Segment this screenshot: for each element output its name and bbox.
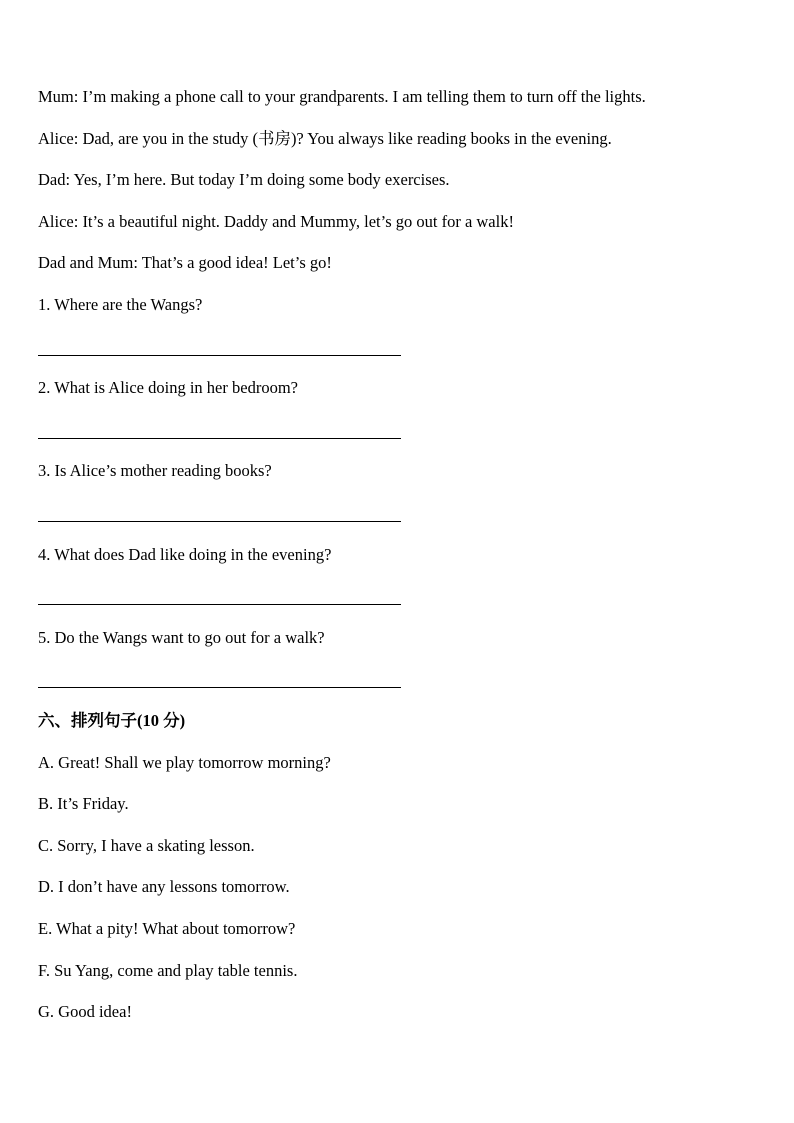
sentence-f: F. Su Yang, come and play table tennis. [38,961,298,980]
answer-line-4[interactable] [38,604,401,605]
answer-line-5[interactable] [38,687,401,688]
answer-line-1[interactable] [38,355,401,356]
question-3: 3. Is Alice’s mother reading books? [38,461,272,480]
question-2: 2. What is Alice doing in her bedroom? [38,378,298,397]
sentence-c: C. Sorry, I have a skating lesson. [38,836,255,855]
dialogue-line-alice-study: Alice: Dad, are you in the study (书房)? You always like reading books in the evening. [38,129,612,148]
question-4: 4. What does Dad like doing in the evening? [38,545,332,564]
dialogue-line-alice-walk: Alice: It’s a beautiful night. Daddy and Mummy, let’s go out for a walk! [38,212,514,231]
answer-line-2[interactable] [38,438,401,439]
answer-line-3[interactable] [38,521,401,522]
sentence-b: B. It’s Friday. [38,794,129,813]
dialogue-line-dad-and-mum: Dad and Mum: That’s a good idea! Let’s go! [38,253,332,272]
dialogue-line-dad: Dad: Yes, I’m here. But today I’m doing some body exercises. [38,170,450,189]
sentence-a: A. Great! Shall we play tomorrow morning? [38,753,331,772]
question-5: 5. Do the Wangs want to go out for a walk? [38,628,325,647]
sentence-d: D. I don’t have any lessons tomorrow. [38,877,290,896]
sentence-g: G. Good idea! [38,1002,132,1021]
sentence-e: E. What a pity! What about tomorrow? [38,919,296,938]
section-6-title: 六、排列句子(10 分) [38,711,186,730]
dialogue-line-mum: Mum: I’m making a phone call to your grandparents. I am telling them to turn off the lights. [38,87,646,106]
question-1: 1. Where are the Wangs? [38,295,203,314]
